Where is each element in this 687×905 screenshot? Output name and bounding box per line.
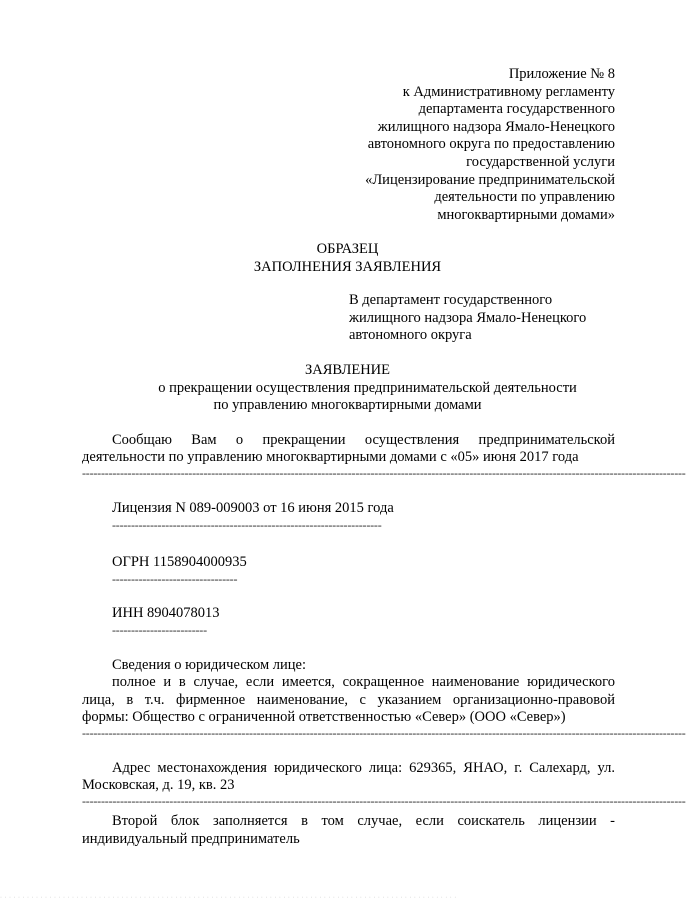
- separator-line: -------------------------: [112, 623, 207, 637]
- notice-text: деятельности по управлению многоквартирными домами с «05» июня 2017 года: [82, 449, 579, 465]
- appendix-line: департамента государственного: [418, 101, 615, 118]
- appendix-line: Приложение № 8: [508, 66, 615, 82]
- addressee-line: автономного округа: [349, 327, 472, 344]
- legal-entity-heading: Сведения о юридическом лице:: [112, 657, 306, 673]
- appendix-line: «Лицензирование предпринимательской: [365, 171, 615, 188]
- address-text: Московская, д. 19, кв. 23: [82, 777, 235, 793]
- address-text: Адрес местонахождения юридического лица: 629365, ЯНАО, г. Салехард, ул.: [112, 760, 615, 776]
- second-block-text: индивидуальный предприниматель: [82, 831, 300, 847]
- legal-entity-text: формы: Общество с ограниченной ответственностью «Север» (ООО «Север»): [82, 709, 566, 725]
- addressee-line: жилищного надзора Ямало-Ненецкого: [349, 309, 587, 326]
- ogrn-info: ОГРН 1158904000935: [112, 554, 247, 570]
- separator-line: ---------------------------------------------------------------------------------------------------------------------------------------------------------------: [82, 794, 686, 808]
- appendix-line: к Административному регламенту: [402, 83, 615, 100]
- separator-line: -----------------------------------------------------------------------: [112, 518, 382, 532]
- legal-entity-text: полное и в случае, если имеется, сокращенное наименование юридического: [112, 674, 615, 690]
- appendix-line: автономного округа по предоставлению: [367, 136, 615, 153]
- separator-line: ---------------------------------: [112, 572, 238, 586]
- addressee-block: [349, 292, 629, 345]
- legal-entity-text: лица, в т.ч. фирменное наименование, с указанием организационно-правовой: [82, 692, 615, 708]
- appendix-line: многоквартирными домами»: [437, 206, 615, 223]
- sample-title: ОБРАЗЕЦ: [316, 241, 379, 257]
- inn-info: ИНН 8904078013: [112, 605, 220, 621]
- sample-subtitle: ЗАПОЛНЕНИЯ ЗАЯВЛЕНИЯ: [253, 259, 442, 275]
- separator-line: ---------------------------------------------------------------------------------------------------------------------------------------------------------------: [82, 466, 686, 480]
- appendix-line: государственной услуги: [466, 153, 615, 170]
- appendix-reference: [315, 66, 615, 224]
- notice-text: Сообщаю Вам о прекращении осуществления предпринимательской: [112, 432, 615, 448]
- appendix-line: жилищного надзора Ямало-Ненецкого: [377, 118, 615, 135]
- statement-subtitle: о прекращении осуществления предпринимательской деятельности: [158, 380, 577, 396]
- separator-line: ---------------------------------------------------------------------------------------------------------------------------------------------------------------: [82, 726, 686, 740]
- statement-title: ЗАЯВЛЕНИЕ: [304, 362, 391, 378]
- second-block-text: Второй блок заполняется в том случае, если соискатель лицензии -: [112, 813, 615, 829]
- addressee-line: В департамент государственного: [349, 292, 553, 308]
- statement-subtitle: по управлению многоквартирными домами: [213, 397, 482, 413]
- appendix-line: деятельности по управлению: [434, 189, 615, 206]
- footer-dots: · · · · · · · · · · · · · · · · · · · · · · · · · · · · · · · · · · · · · · · · · · · · · · · · · · · · · · · · · · · · · · · · · · · · · · · · · · · · · · · · · · · · · · · · · · · · · · · · · · · · · ·: [0, 895, 457, 901]
- license-info: Лицензия N 089-009003 от 16 июня 2015 года: [112, 500, 394, 516]
